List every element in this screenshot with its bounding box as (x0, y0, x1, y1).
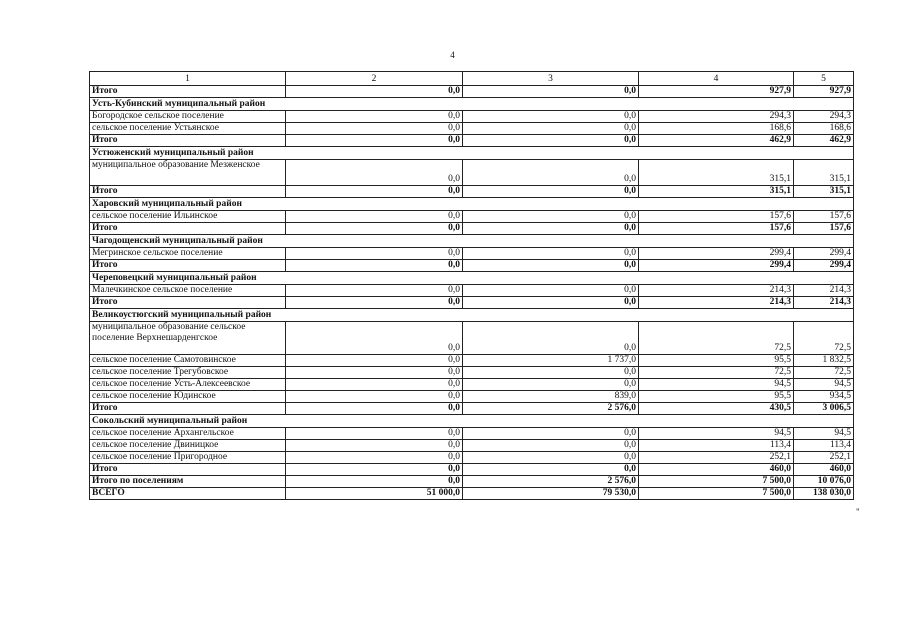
amount-cell-col-5: 113,4 (794, 440, 854, 452)
amount-cell-col-4: 252,1 (639, 452, 794, 464)
amount-cell-col-5: 94,5 (794, 379, 854, 391)
column-number: 3 (463, 72, 639, 86)
amount-cell-col-4: 72,5 (639, 367, 794, 379)
amount-cell-col-4: 72,5 (639, 322, 794, 355)
settlement-name-cell: Богородское сельское поселение (90, 111, 286, 123)
amount-cell-col-2: 0,0 (286, 379, 463, 391)
amount-cell-col-4: 95,5 (639, 391, 794, 403)
amount-cell-col-3: 2 576,0 (463, 476, 639, 488)
district-header-row (90, 235, 854, 248)
amount-cell-col-2: 0,0 (286, 452, 463, 464)
settlement-name-cell: Итого (90, 86, 286, 98)
total-row (90, 476, 854, 488)
total-row (90, 135, 854, 147)
column-number: 1 (90, 72, 286, 86)
table-row (90, 367, 854, 379)
table-row (90, 391, 854, 403)
amount-cell-col-2: 0,0 (286, 403, 463, 415)
amount-cell-col-4: 7 500,0 (639, 488, 794, 500)
amount-cell-col-2: 0,0 (286, 355, 463, 367)
amount-cell-col-4: 157,6 (639, 211, 794, 223)
amount-cell-col-4: 315,1 (639, 186, 794, 198)
column-number: 2 (286, 72, 463, 86)
amount-cell-col-2: 0,0 (286, 260, 463, 272)
amount-cell-col-3: 0,0 (463, 464, 639, 476)
amount-cell-col-4: 113,4 (639, 440, 794, 452)
table-row (90, 123, 854, 135)
settlement-name-cell: Итого (90, 223, 286, 235)
table-row (90, 355, 854, 367)
district-name: Сокольский муниципальный район (90, 415, 854, 428)
table-row (90, 160, 854, 186)
amount-cell-col-3: 0,0 (463, 452, 639, 464)
amount-cell-col-2: 0,0 (286, 86, 463, 98)
amount-cell-col-4: 460,0 (639, 464, 794, 476)
amount-cell-col-4: 927,9 (639, 86, 794, 98)
amount-cell-col-3: 0,0 (463, 285, 639, 297)
amount-cell-col-4: 462,9 (639, 135, 794, 147)
column-number: 5 (794, 72, 854, 86)
settlement-name-cell: муниципальное образование сельское поселение Верхнешарденгское (90, 322, 286, 355)
amount-cell-col-5: 460,0 (794, 464, 854, 476)
amount-cell-col-5: 94,5 (794, 428, 854, 440)
amount-cell-col-4: 157,6 (639, 223, 794, 235)
amount-cell-col-3: 0,0 (463, 111, 639, 123)
amount-cell-col-3: 0,0 (463, 428, 639, 440)
amount-cell-col-5: 299,4 (794, 248, 854, 260)
table-row (90, 211, 854, 223)
table-body (90, 72, 854, 500)
table-row (90, 322, 854, 355)
amount-cell-col-3: 0,0 (463, 86, 639, 98)
amount-cell-col-5: 157,6 (794, 211, 854, 223)
amount-cell-col-2: 0,0 (286, 223, 463, 235)
amount-cell-col-4: 7 500,0 (639, 476, 794, 488)
district-header-row (90, 415, 854, 428)
amount-cell-col-3: 0,0 (463, 186, 639, 198)
amount-cell-col-3: 0,0 (463, 248, 639, 260)
amount-cell-col-5: 315,1 (794, 160, 854, 186)
amount-cell-col-5: 462,9 (794, 135, 854, 147)
district-header-row (90, 198, 854, 211)
settlement-name-cell: Итого (90, 260, 286, 272)
amount-cell-col-5: 214,3 (794, 297, 854, 309)
settlement-name-cell: сельское поселение Ильинское (90, 211, 286, 223)
amount-cell-col-3: 0,0 (463, 379, 639, 391)
settlement-name-cell: муниципальное образование Мезженское (90, 160, 286, 186)
total-row (90, 260, 854, 272)
amount-cell-col-2: 0,0 (286, 285, 463, 297)
amount-cell-col-4: 299,4 (639, 260, 794, 272)
amount-cell-col-4: 94,5 (639, 379, 794, 391)
district-name: Харовский муниципальный район (90, 198, 854, 211)
amount-cell-col-5: 252,1 (794, 452, 854, 464)
amount-cell-col-2: 0,0 (286, 464, 463, 476)
settlement-name-cell: сельское поселение Самотовинское (90, 355, 286, 367)
amount-cell-col-5: 3 006,5 (794, 403, 854, 415)
settlement-name-cell: Итого по поселениям (90, 476, 286, 488)
table-row (90, 248, 854, 260)
amount-cell-col-5: 157,6 (794, 223, 854, 235)
amount-cell-col-3: 2 576,0 (463, 403, 639, 415)
district-header-row (90, 98, 854, 111)
closing-quote-mark: " (856, 507, 860, 517)
total-row (90, 403, 854, 415)
amount-cell-col-2: 0,0 (286, 322, 463, 355)
amount-cell-col-5: 934,5 (794, 391, 854, 403)
amount-cell-col-5: 214,3 (794, 285, 854, 297)
amount-cell-col-2: 0,0 (286, 135, 463, 147)
total-row (90, 464, 854, 476)
column-number: 4 (639, 72, 794, 86)
amount-cell-col-3: 0,0 (463, 160, 639, 186)
amount-cell-col-4: 430,5 (639, 403, 794, 415)
amount-cell-col-2: 0,0 (286, 297, 463, 309)
district-name: Великоустюгский муниципальный район (90, 309, 854, 322)
amount-cell-col-3: 0,0 (463, 123, 639, 135)
district-name: Усть-Кубинский муниципальный район (90, 98, 854, 111)
table-row (90, 111, 854, 123)
amount-cell-col-5: 927,9 (794, 86, 854, 98)
table-row (90, 452, 854, 464)
amount-cell-col-4: 168,6 (639, 123, 794, 135)
amount-cell-col-5: 72,5 (794, 322, 854, 355)
amount-cell-col-2: 0,0 (286, 248, 463, 260)
amount-cell-col-5: 168,6 (794, 123, 854, 135)
amount-cell-col-3: 0,0 (463, 260, 639, 272)
amount-cell-col-5: 138 030,0 (794, 488, 854, 500)
settlement-name-cell: Итого (90, 464, 286, 476)
district-name: Устюженский муниципальный район (90, 147, 854, 160)
amount-cell-col-4: 294,3 (639, 111, 794, 123)
amount-cell-col-3: 0,0 (463, 367, 639, 379)
district-header-row (90, 272, 854, 285)
total-row (90, 86, 854, 98)
amount-cell-col-2: 0,0 (286, 476, 463, 488)
settlement-name-cell: сельское поселение Юдинское (90, 391, 286, 403)
amount-cell-col-5: 1 832,5 (794, 355, 854, 367)
amount-cell-col-4: 214,3 (639, 297, 794, 309)
amount-cell-col-2: 0,0 (286, 186, 463, 198)
settlement-name-cell: сельское поселение Архангельское (90, 428, 286, 440)
amount-cell-col-2: 0,0 (286, 111, 463, 123)
amount-cell-col-2: 0,0 (286, 123, 463, 135)
amount-cell-col-4: 299,4 (639, 248, 794, 260)
table-row (90, 428, 854, 440)
amount-cell-col-3: 0,0 (463, 440, 639, 452)
settlement-name-cell: Итого (90, 186, 286, 198)
settlement-name-cell: сельское поселение Устьянское (90, 123, 286, 135)
amount-cell-col-3: 0,0 (463, 135, 639, 147)
column-number-row (90, 72, 854, 86)
settlement-name-cell: Малечкинское сельское поселение (90, 285, 286, 297)
amount-cell-col-5: 299,4 (794, 260, 854, 272)
amount-cell-col-3: 839,0 (463, 391, 639, 403)
amount-cell-col-3: 0,0 (463, 297, 639, 309)
amount-cell-col-4: 95,5 (639, 355, 794, 367)
amount-cell-col-2: 0,0 (286, 160, 463, 186)
table-row (90, 379, 854, 391)
amount-cell-col-5: 10 076,0 (794, 476, 854, 488)
total-row (90, 186, 854, 198)
amount-cell-col-2: 0,0 (286, 211, 463, 223)
total-row (90, 223, 854, 235)
district-header-row (90, 309, 854, 322)
district-name: Чагодощенский муниципальный район (90, 235, 854, 248)
district-header-row (90, 147, 854, 160)
amount-cell-col-3: 0,0 (463, 223, 639, 235)
amount-cell-col-2: 51 000,0 (286, 488, 463, 500)
page-number: 4 (450, 50, 455, 60)
settlement-name-cell: Мегринское сельское поселение (90, 248, 286, 260)
amount-cell-col-5: 315,1 (794, 186, 854, 198)
amount-cell-col-3: 0,0 (463, 322, 639, 355)
settlement-name-cell: Итого (90, 297, 286, 309)
amount-cell-col-2: 0,0 (286, 428, 463, 440)
amount-cell-col-4: 214,3 (639, 285, 794, 297)
amount-cell-col-4: 94,5 (639, 428, 794, 440)
district-name: Череповецкий муниципальный район (90, 272, 854, 285)
amount-cell-col-2: 0,0 (286, 367, 463, 379)
amount-cell-col-5: 72,5 (794, 367, 854, 379)
budget-table (89, 71, 854, 500)
amount-cell-col-3: 1 737,0 (463, 355, 639, 367)
amount-cell-col-3: 79 530,0 (463, 488, 639, 500)
table-row (90, 440, 854, 452)
settlement-name-cell: сельское поселение Пригородное (90, 452, 286, 464)
table-row (90, 285, 854, 297)
settlement-name-cell: сельское поселение Двиницкое (90, 440, 286, 452)
settlement-name-cell: сельское поселение Трегубовское (90, 367, 286, 379)
settlement-name-cell: Итого (90, 135, 286, 147)
total-row (90, 488, 854, 500)
settlement-name-cell: ВСЕГО (90, 488, 286, 500)
amount-cell-col-3: 0,0 (463, 211, 639, 223)
amount-cell-col-2: 0,0 (286, 440, 463, 452)
amount-cell-col-2: 0,0 (286, 391, 463, 403)
total-row (90, 297, 854, 309)
amount-cell-col-5: 294,3 (794, 111, 854, 123)
amount-cell-col-4: 315,1 (639, 160, 794, 186)
settlement-name-cell: сельское поселение Усть-Алексеевское (90, 379, 286, 391)
settlement-name-cell: Итого (90, 403, 286, 415)
